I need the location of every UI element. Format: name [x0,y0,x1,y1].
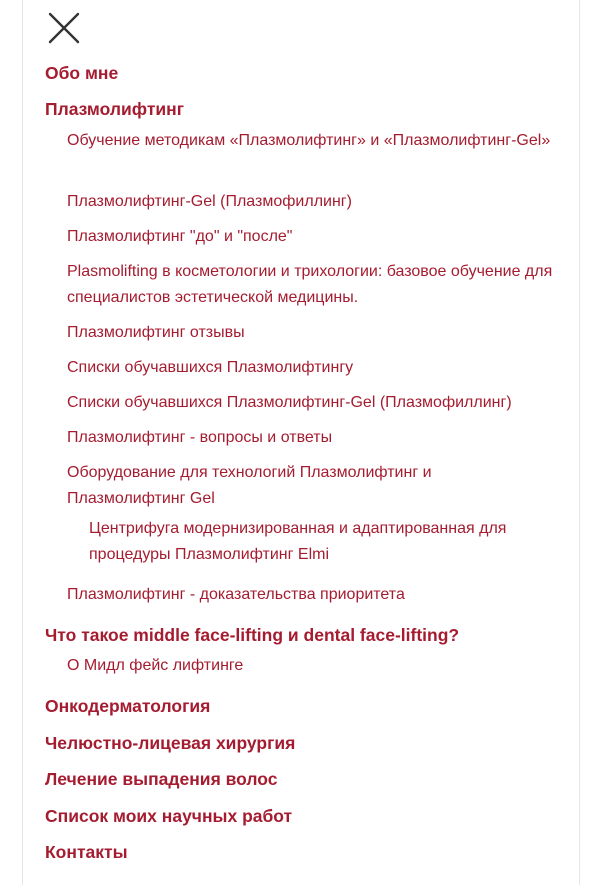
submenu-item-about-middle-face[interactable]: О Мидл фейс лифтинге [67,657,244,674]
menu-item-plasmolifting[interactable]: Плазмолифтинг [45,99,185,119]
menu-item-oncodermatology[interactable]: Онкодерматология [45,696,211,716]
submenu-item-reviews[interactable]: Плазмолифтинг отзывы [67,324,245,341]
submenu-item-cosmetology-course[interactable]: Plasmolifting в косметологии и трихологии: базовое обучение для специалистов эстетической медицины. [67,263,553,306]
menu-item-contacts[interactable]: Контакты [45,842,128,862]
submenu-item-trainee-lists[interactable]: Списки обучавшихся Плазмолифтингу [67,359,354,376]
menu-item-middle-face-lifting[interactable]: Что такое middle face-lifting и dental face-lifting? [45,625,460,645]
submenu-item-plasmolifting-gel[interactable]: Плазмолифтинг-Gel (Плазмофиллинг) [67,193,352,210]
submenu-item-centrifuge[interactable]: Центрифуга модернизированная и адаптированная для процедуры Плазмолифтинг Elmi [89,520,507,563]
submenu-item-training[interactable]: Обучение методикам «Плазмолифтинг» и «Плазмолифтинг-Gel» [67,132,551,149]
menu-item-hair-loss[interactable]: Лечение выпадения волос [45,769,278,789]
menu-item-about[interactable]: Обо мне [45,63,119,83]
close-icon [47,11,81,45]
close-menu-button[interactable] [47,11,81,45]
submenu-item-before-after[interactable]: Плазмолифтинг "до" и "после" [67,228,293,245]
submenu-item-faq[interactable]: Плазмолифтинг - вопросы и ответы [67,429,333,446]
submenu-item-equipment[interactable]: Оборудование для технологий Плазмолифтинг и Плазмолифтинг Gel [67,464,432,507]
menu-item-maxillofacial-surgery[interactable]: Челюстно-лицевая хирургия [45,733,296,753]
submenu-item-priority-proof[interactable]: Плазмолифтинг - доказательства приоритета [67,586,405,603]
menu-item-publications[interactable]: Список моих научных работ [45,806,293,826]
submenu-item-trainee-lists-gel[interactable]: Списки обучавшихся Плазмолифтинг-Gel (Плазмофиллинг) [67,394,512,411]
